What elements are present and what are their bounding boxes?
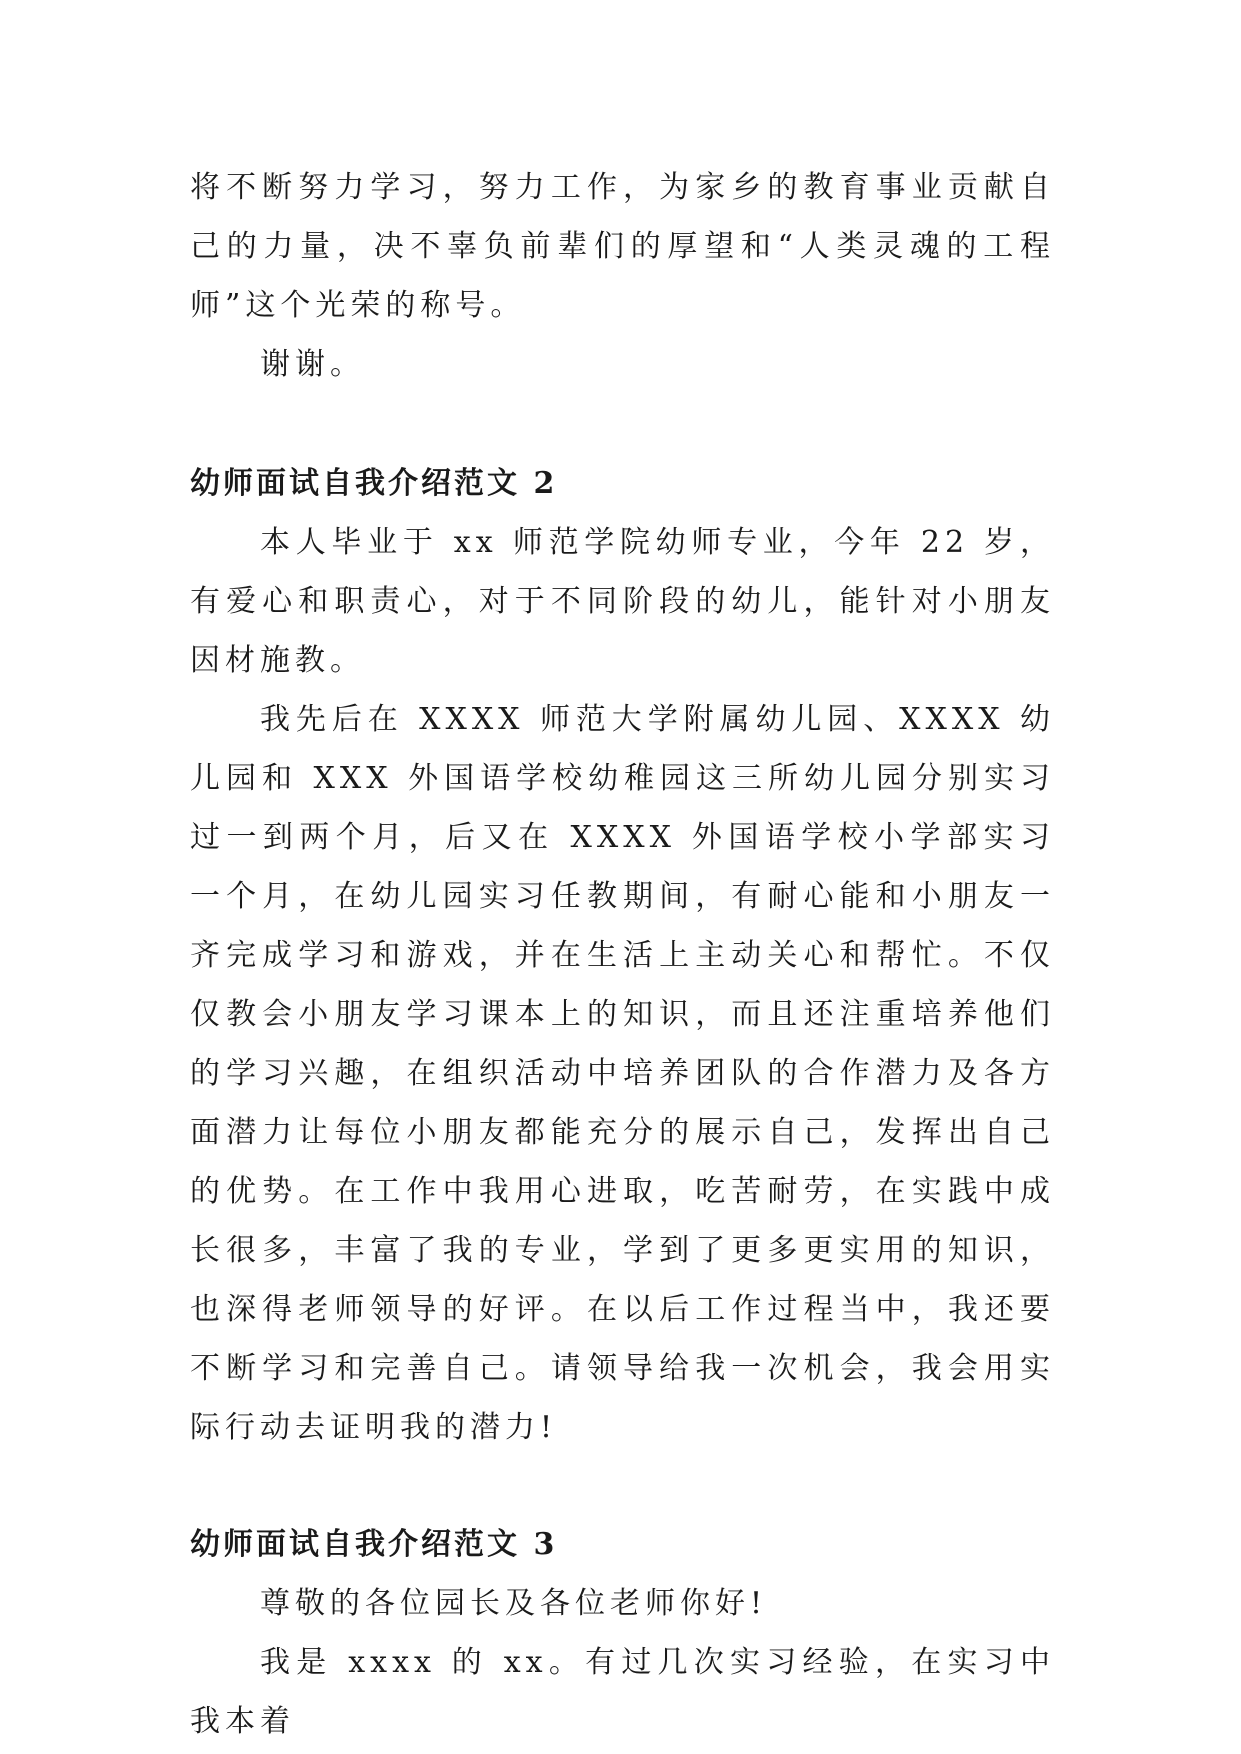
paragraph-intro-2: 本人毕业于 xx 师范学院幼师专业，今年 22 岁，有爱心和职责心，对于不同阶段的幼儿，能针对小朋友因材施教。 <box>190 525 1055 678</box>
section-heading-3: 幼师面试自我介绍范文 3 <box>190 1527 558 1562</box>
section-spacer <box>190 1457 1055 1515</box>
section-spacer <box>190 394 1055 454</box>
paragraph-intro-3: 我是 xxxx 的 xx。有过几次实习经验，在实习中我本着 <box>190 1645 1055 1739</box>
paragraph-greeting-3: 尊敬的各位园长及各位老师你好! <box>260 1586 768 1621</box>
section-heading-2: 幼师面试自我介绍范文 2 <box>190 466 558 501</box>
paragraph-thanks: 谢谢。 <box>260 347 365 382</box>
paragraph-experience-2: 我先后在 XXXX 师范大学附属幼儿园、XXXX 幼儿园和 XXX 外国语学校幼稚园这三所幼儿园分别实习过一到两个月，后又在 XXXX 外国语学校小学部实习一个月，在幼儿园实习任教期间，有耐心能和小朋友一齐完成学习和游戏，并在生活上主动关心和帮忙。不仅仅教会小朋友学习课本上的知识，而且还注重培养他们的学习兴趣，在组织活动中培养团队的合作潜力及各方面潜力让每位小朋友都能充分的展示自己，发挥出自己的优势。在工作中我用心进取，吃苦耐劳，在实践中成长很多，丰富了我的专业，学到了更多更实用的知识，也深得老师领导的好评。在以后工作过程当中，我还要不断学习和完善自己。请领导给我一次机会，我会用实际行动去证明我的潜力! <box>190 702 1055 1445</box>
paragraph-continuation: 将不断努力学习，努力工作，为家乡的教育事业贡献自己的力量，决不辜负前辈们的厚望和“人类灵魂的工程师”这个光荣的称号。 <box>190 170 1055 323</box>
document-page <box>190 158 1055 1751</box>
